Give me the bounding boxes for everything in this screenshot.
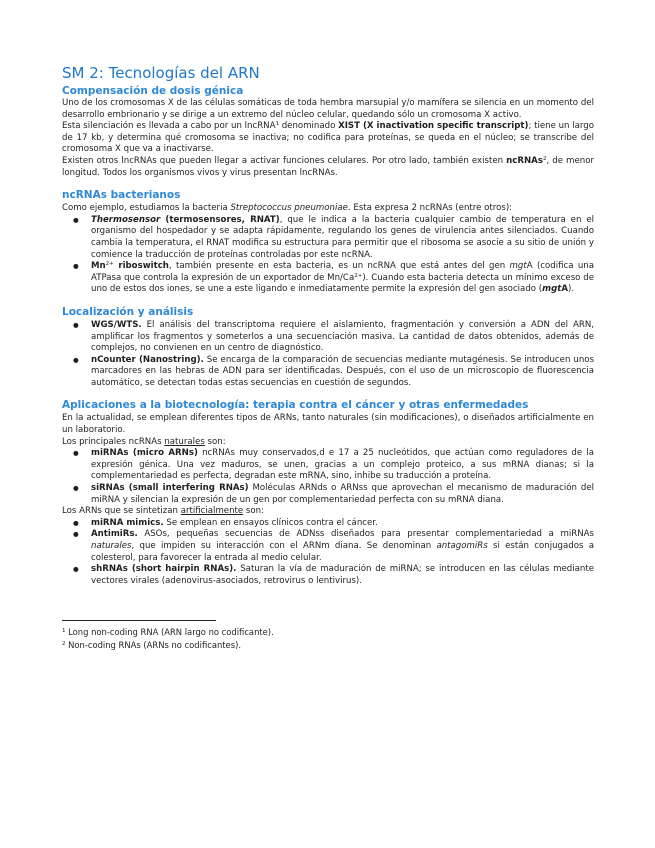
list-item-antimirs: ● AntimiRs. ASOs, pequeñas secuencias de ADNss diseñados para presentar complementariedad a miRNAs naturales, que impiden su interacción con el ARNm diana. Se denominan antagomiRs si están conjugados a colesterol, para favorecer la entrada al medio celular.	[62, 529, 594, 564]
paragraph-dosis-2: Esta silenciación es llevada a cabo por un lncRNA$^1$ denominado XIST (X inactivation specific transcript); tiene un largo de 17 kb, y determina qué cromosoma se inactiva; no codifica para proteínas, se queda en el núcleo; se transcribe del cromosoma X que va a inactivarse.	[62, 121, 594, 155]
xist-term: XIST (X inactivation specific transcript)	[338, 121, 529, 132]
list-item-mirna-mimics: ● miRNA mimics. Se emplean en ensayos clínicos contra el cáncer.	[62, 518, 594, 530]
footnote-divider	[62, 620, 216, 621]
list-bacterianos	[62, 215, 594, 296]
paragraph-dosis-1: Uno de los cromosomas X de las células somáticas de toda hembra marsupial y/o mamífera se silencia en un momento del desarrollo embrionario y se dirige a un extremo del núcleo celular, quedando sólo un cromosoma X activo.	[62, 98, 594, 120]
heading-aplicaciones: Aplicaciones a la biotecnología: terapia contra el cáncer y otras enfermedades	[62, 399, 529, 412]
list-item-thermosensor: ● Thermosensor (termosensores, RNAT), que le indica a la bacteria cualquier cambio de temperatura en el organismo del hospedador y se adapta rápidamente, regulando los genes de virulencia antes silenciados. Cuando cambia la temperatura, el RNAT modifica su estructura para permitir que el ribosoma se asocie a su sitio de unión y comience la traducción de proteínas controladas por este ncRNA.	[62, 215, 594, 261]
list-item-ncounter: ● nCounter (Nanostring). Se encarga de la comparación de secuencias mediante mutagénesis. Se introducen unos marcadores en las hebras de ADN para ser identificadas. Después, con el uso de un microscopio de fluorescencia automático, se detectan todas estas secuencias en cuestión de segundos.	[62, 355, 594, 390]
list-naturales	[62, 448, 594, 506]
list-item-shrnas: ● shRNAs (short hairpin RNAs). Saturan la vía de maduración de miRNA; se introducen en las células mediante vectores virales (adenovirus-asociados, retrovirus o lentivirus).	[62, 564, 594, 587]
list-item-mirnas: ● miRNAs (micro ARNs) ncRNAs muy conservados,d e 17 a 25 nucleótidos, que actúan como reguladores de la expresión génica. Una vez maduros, se unen, gracias a un complejo proteico, a sus mRNA dianas; si la complementariedad es perfecta, degradan este mRNA, sino, inhibe su traducción a proteína.	[62, 448, 594, 483]
heading-dosis: Compensación de dosis génica	[62, 85, 244, 97]
footnote-1: $^1$ Long non-coding RNA (ARN largo no codificante).	[62, 627, 274, 638]
footnote-2: $^2$ Non-coding RNAs (ARNs no codificantes).	[62, 639, 241, 650]
footnote-ref-1[interactable]: 1	[275, 121, 279, 128]
paragraph-naturales: Los principales ncRNAs naturales son:	[62, 436, 226, 447]
paragraph-bacterianos-intro: Como ejemplo, estudiamos la bacteria Streptococcus pneumoniae. Esta expresa 2 ncRNAs (entre otros):	[62, 203, 513, 214]
ncrnas-term: ncRNAs	[506, 155, 543, 166]
list-item-sirnas: ● siRNAs (small interfering RNAs) Moléculas ARNds o ARNss que aprovechan el mecanismo de maduración del miRNA y silencian la expresión de un gen por complementariedad perfecta con su mRNA diana.	[62, 483, 594, 506]
page-title: SM 2: Tecnologías del ARN	[62, 64, 260, 82]
paragraph-aplicaciones-1: En la actualidad, se emplean diferentes tipos de ARNs, tanto naturales (sin modificaciones), o diseñados artificialmente en un laboratorio.	[62, 413, 594, 436]
list-localizacion	[62, 320, 594, 390]
paragraph-dosis-3: Existen otros lncRNAs que pueden llegar a activar funciones celulares. Por otro lado, también existen ncRNAs$^2$, de menor longitud. Todos los organismos vivos y virus presentan lncRNAs.	[62, 155, 594, 178]
paragraph-artificiales: Los ARNs que se sintetizan artificialmente son:	[62, 506, 265, 517]
list-item-wgs: ● WGS/WTS. El análisis del transcriptoma requiere el aislamiento, fragmentación y conversión a ADN del ARN, amplificar los fragmentos y someterlos a una secuenciación masiva. La cantidad de datos obtenidos, además de complejos, no convienen en un centro de diagnóstico.	[62, 320, 594, 355]
list-artificiales	[62, 518, 594, 588]
document-page	[62, 64, 594, 652]
list-item-riboswitch: ● $Mn^{2+}$ riboswitch, también presente en esta bacteria, es un ncRNA que está antes del gen mgtA (codifica una ATPasa que controla la expresión de un exportador de $Mn/Ca^{2+}$). Cuando esta bacteria detecta un mínimo exceso de uno de estos dos iones, se une a este ligando e inmediatamente permite la expresión del gen asociado (mgtA).	[62, 261, 594, 296]
footnote-ref-2[interactable]: 2	[542, 155, 547, 162]
heading-localizacion: Localización y análisis	[62, 305, 194, 318]
heading-bacterianos: ncRNAs bacterianos	[62, 189, 181, 202]
